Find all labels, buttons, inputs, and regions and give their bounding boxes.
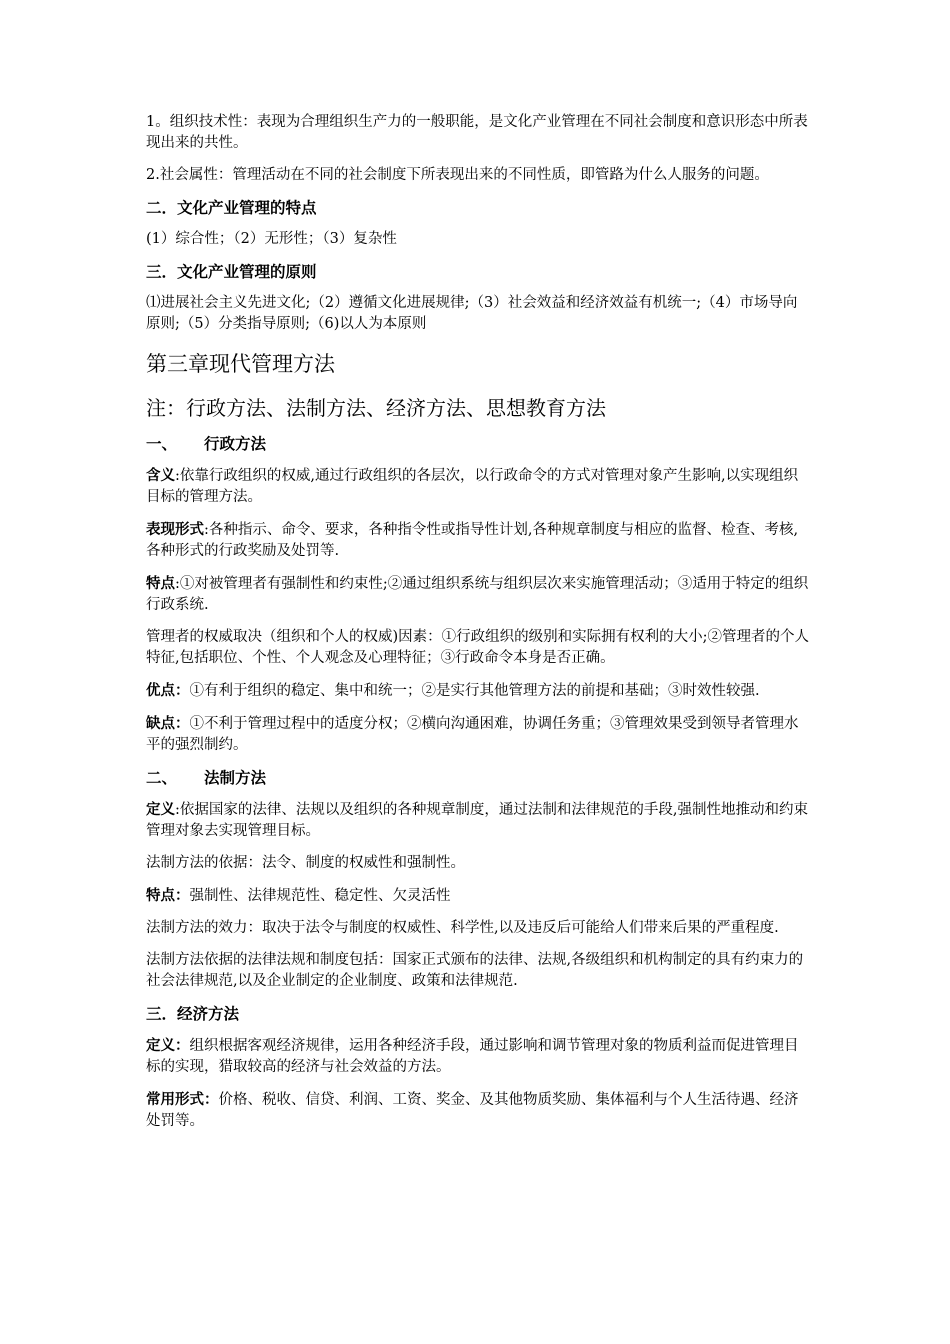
text: 组织根据客观经济规律，运用各种经济手段，通过影响和调节管理对象的物质利益而促进管理目标的实现，猎取较高的经济与社会效益的方法。 bbox=[146, 1038, 799, 1075]
text: ①有利于组织的稳定、集中和统一；②是实行其他管理方法的前提和基础；③时效性较强. bbox=[189, 683, 760, 699]
paragraph-econ-forms bbox=[146, 1089, 810, 1132]
paragraph-admin-disadvantages bbox=[146, 713, 810, 756]
section-number: 二、 bbox=[146, 768, 178, 787]
label: 定义 bbox=[146, 801, 175, 818]
heading-economic: 三．经济方法 bbox=[146, 1004, 240, 1023]
paragraph-technical: 1。组织技术性：表现为合理组织生产力的一般职能，是文化产业管理在不同社会制度和意识形态中所表现出来的共性。 bbox=[146, 114, 808, 151]
text: 价格、税收、信贷、利润、工资、奖金、及其他物质奖励、集体福利与个人生活待遇、经济处罚等。 bbox=[146, 1092, 799, 1129]
paragraph-legal-definition bbox=[146, 799, 810, 842]
paragraph-legal-basis: 法制方法的依据：法令、制度的权威性和强制性。 bbox=[146, 855, 465, 871]
label: 含义 bbox=[146, 467, 175, 484]
label: 优点： bbox=[146, 682, 190, 699]
section-title: 行政方法 bbox=[204, 434, 267, 453]
text: :依靠行政组织的权威,通过行政组织的各层次，以行政命令的方式对管理对象产生影响,以实现组织目标的管理方法。 bbox=[146, 468, 799, 505]
heading-legal bbox=[146, 767, 810, 789]
paragraph-legal-laws: 法制方法依据的法律法规和制度包括：国家正式颁布的法律、法规,各级组织和机构制定的具有约束力的社会法律规范,以及企业制定的企业制度、政策和法律规范. bbox=[146, 952, 804, 989]
paragraph-principles: ⑴进展社会主义先进文化;（2）遵循文化进展规律;（3）社会效益和经济效益有机统一;（4）市场导向原则;（5）分类指导原则;（6)以人为本原则 bbox=[146, 295, 798, 332]
heading-principles: 三．文化产业管理的原则 bbox=[146, 262, 317, 281]
paragraph-econ-definition bbox=[146, 1035, 810, 1078]
text: :依据国家的法律、法规以及组织的各种规章制度，通过法制和法律规范的手段,强制性地推动和约束管理对象去实现管理目标。 bbox=[146, 802, 808, 839]
text: :各种指示、命令、要求，各种指令性或指导性计划,各种规章制度与相应的监督、检查、考核,各种形式的行政奖励及处罚等. bbox=[146, 522, 799, 559]
paragraph-legal-features bbox=[146, 885, 810, 907]
label: 定义： bbox=[146, 1037, 190, 1054]
section-number: 一、 bbox=[146, 434, 178, 453]
paragraph-admin-forms bbox=[146, 519, 810, 562]
heading-characteristics: 二．文化产业管理的特点 bbox=[146, 198, 317, 217]
label: 特点 bbox=[146, 575, 175, 592]
text: 强制性、法律规范性、稳定性、欠灵活性 bbox=[189, 888, 451, 904]
paragraph-admin-authority: 管理者的权威取决（组织和个人的权威)因素：①行政组织的级别和实际拥有权利的大小;②管理者的个人特征,包括职位、个性、个人观念及心理特征；③行政命令本身是否正确。 bbox=[146, 629, 810, 666]
paragraph-characteristics: (1）综合性；（2）无形性；（3）复杂性 bbox=[146, 231, 397, 247]
label: 常用形式： bbox=[146, 1091, 219, 1108]
paragraph-legal-effect: 法制方法的效力：取决于法令与制度的权威性、科学性,以及违反后可能给人们带来后果的严重程度. bbox=[146, 920, 779, 936]
paragraph-admin-features bbox=[146, 573, 810, 616]
chapter-note: 注：行政方法、法制方法、经济方法、思想教育方法 bbox=[146, 396, 606, 420]
text: ①不利于管理过程中的适度分权；②横向沟通困难，协调任务重；③管理效果受到领导者管理水平的强烈制约。 bbox=[146, 716, 799, 753]
paragraph-admin-definition bbox=[146, 465, 810, 508]
text: :①对被管理者有强制性和约束性;②通过组织系统与组织层次来实施管理活动；③适用于特定的组织行政系统. bbox=[146, 576, 809, 613]
document-page bbox=[146, 112, 810, 1143]
label: 缺点： bbox=[146, 715, 190, 732]
label: 特点： bbox=[146, 887, 190, 904]
paragraph-social: 2.社会属性：管理活动在不同的社会制度下所表现出来的不同性质，即管路为什么人服务的问题。 bbox=[146, 167, 769, 183]
chapter-title: 第三章现代管理方法 bbox=[146, 352, 335, 376]
label: 表现形式 bbox=[146, 521, 204, 538]
paragraph-admin-advantages bbox=[146, 680, 810, 702]
heading-administrative bbox=[146, 433, 810, 455]
section-title: 法制方法 bbox=[204, 768, 267, 787]
